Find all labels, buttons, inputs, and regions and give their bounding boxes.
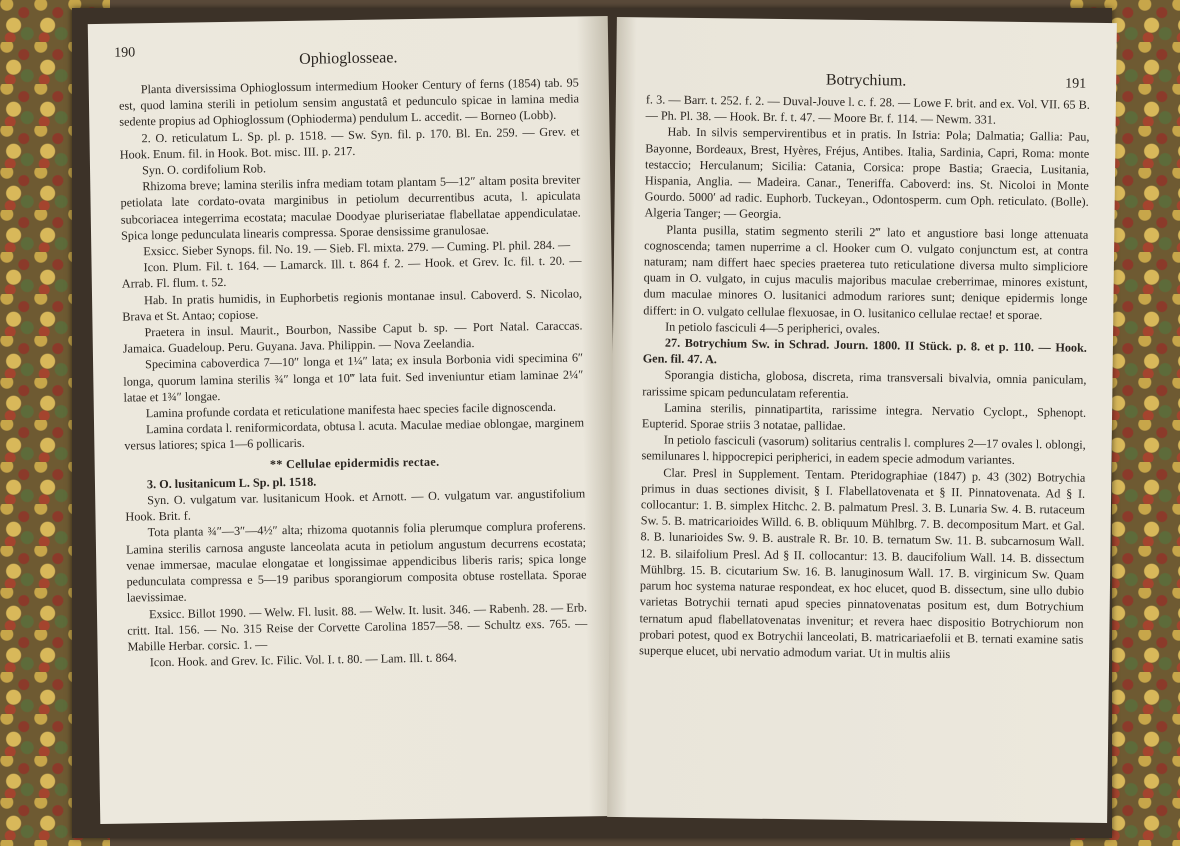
paragraph: In petiolo fasciculi (vasorum) solitarius centralis l. complures 2—17 ovales l. oblongi, semilunares l. hippocrepici peripherici, in eadem specie admodum variantes. — [641, 432, 1086, 468]
paragraph: Sporangia disticha, globosa, discreta, rima transversali bivalvia, omnia paniculam, rarissime spicam pedunculatam referentia. — [642, 368, 1087, 401]
paragraph: Specimina caboverdica 7—10″ longa et 1¼″ lata; ex insula Borbonia vidi specimina 6″ longa, quorum lamina sterilis ¾″ longa et 10‴ lata fuit. Sed inveniuntur etiam laminae 2¼″ latae et 1¾″ longae. — [123, 350, 584, 405]
paragraph: Praetera in insul. Maurit., Bourbon, Nassibe Caput b. sp. — Port Natal. Caraccas. Jamaica. Guadeloup. Peru. Guyana. Java. Philippin. — Nova Zeelandia. — [122, 318, 583, 356]
open-book — [72, 8, 1112, 838]
species-heading: 3. O. lusitanicum L. Sp. pl. 1518. — [146, 474, 317, 492]
paragraph: Planta pusilla, statim segmento sterili 2‴ lato et angustiore basi longe attenuata cognoscenda; tamen nuperrime a cl. Hooker cum O. vulgato conjunctum est, at contra naturam; nam differt haec species praeterea tuto reticulatione diversa multo simpliciore quam in O. vulgato, in cujus maculis majoribus maculae creberrimae, minores existunt, dum maculae minores O. lusitanici admodum rariores sunt; denique epidermis longe differt: in O. vulgato cellulae flexuosae, in O. lusitanico cellulae rectae! et sporae. — [643, 222, 1089, 322]
page-number: 191 — [1065, 76, 1087, 92]
paragraph: Planta diversissima Ophioglossum intermedium Hooker Century of ferns (1854) tab. 95 est, quod lamina sterili in petiolum sensim angustatâ et pedunculo spicae in lamina media sedente propius ad Ophioglossum (Ophioderma) pendulum L. accedit. — Borneo (Lobb). — [118, 75, 580, 130]
page-body — [119, 74, 588, 670]
paragraph: Lamina profunde cordata et reticulatione manifesta haec species facile dignoscenda. — [145, 399, 557, 421]
paragraph: In petiolo fasciculi 4—5 peripherici, ovales. — [665, 319, 881, 337]
page-body — [639, 91, 1090, 663]
running-title: Botrychium. — [825, 71, 907, 90]
paragraph: Clar. Presl in Supplement. Tentam. Pteridographiae (1847) p. 43 (302) Botrychia primus in duas sectiones divisit, § I. Flabellatovenata et § II. Pinnatovenata. Ad § I. collocantur: 1. B. simplex Hitchc. 2. B. palmatum Presl. 3. B. Lunaria Sw. 4. B. rutaceum Sw. 5. B. matricarioides Willd. 6. B. obliquum Mühlbrg. 7. B. decompositum Mart. et Gal. 8. B. lunarioides Sw. 9. B. australe R. Br. 10. B. ternatum Sw. 11. B. subcarnosum Wall. 12. B. silaifolium Presl. Ad § II. collocantur: 13. B. daucifolium Wall. 14. B. dissectum Mühlbrg. 15. B. cicutarium Sw. 16. B. lanuginosum Wall. 17. B. virginicum Sw. Quam parum hoc systema naturae respondeat, ex hoc elucet, quod B. dissectum, sine ullo dubio varietas Botrychii ternati apud species pinnatovenatas positum est, dum Botrychium ternatum apud flabellatovenatas invenitur; et revera haec dispositio Botrychiorum non probari potest, quod ex Botrychii lanceolati, B. matricariaefolii et B. ternati examine satis superque elucet, ubi nervatio admodum variat. Ut in multis aliis — [639, 465, 1086, 662]
paragraph: Rhizoma breve; lamina sterilis infra mediam totam plantam 5—12″ altam posita breviter petiolata late cordato-ovata marginibus in petiolum decurrentibus acuta, l. apiculata subcoriacea integerrima ecostata; maculae Doodyae pluriseriatae flabellatae appendiculatae. Spica longe pedunculata linearis compressa. Sporae densissime granulosae. — [120, 172, 581, 243]
paragraph: 2. O. reticulatum L. Sp. pl. p. 1518. — Sw. Syn. fil. p. 170. Bl. En. 259. — Grev. et Hook. Enum. fil. in Hook. Bot. misc. III. p. 217. — [119, 124, 580, 162]
paragraph: f. 3. — Barr. t. 252. f. 2. — Duval-Jouve l. c. f. 28. — Lowe F. brit. and ex. Vol. VII. 65 B. — Ph. Pl. 38. — Hook. Br. f. t. 47. — Moore Br. f. 114. — Newm. 331. — [645, 92, 1090, 127]
paragraph: Tota planta ¾″—3″—4½″ alta; rhizoma quotannis folia plerumque complura proferens. Lamina sterilis carnosa anguste lanceolata acuta in petiolum angustum decurrens ecostata; venae immersae, maculae elongatae et longissimae appendicibus liberis raris; spica longe pedunculata compressa e 5—19 paribus sporangiorum composita obtuse rostellata. Sporae laevissimae. — [125, 518, 587, 605]
paragraph: Icon. Hook. and Grev. Ic. Filic. Vol. I. t. 80. — Lam. Ill. t. 864. — [149, 650, 457, 670]
genus-heading: 27. Botrychium Sw. in Schrad. Journ. 1800. II Stück. p. 8. et p. 110. — Hook. Gen. fil. 47. A. — [642, 335, 1087, 367]
paragraph: Exsicc. Billot 1990. — Welw. Fl. lusit. 88. — Welw. It. lusit. 346. — Rabenh. 28. — Erb. critt. Ital. 156. — No. 315 Reise der Corvette Carolina 1857—58. — Schultz exs. 765. — Mabille Herbar. corsic. 1. — — [127, 599, 588, 654]
paragraph: Syn. O. vulgatum var. lusitanicum Hook. et Arnott. — O. vulgatum var. angustifolium Hook. Brit. f. — [125, 486, 586, 524]
paragraph: Exsicc. Sieber Synops. fil. No. 19. — Sieb. Fl. mixta. 279. — Cuming. Pl. phil. 284. — — [143, 237, 571, 259]
paragraph: Icon. Plum. Fil. t. 164. — Lamarck. Ill. t. 864 f. 2. — Hook. et Grev. Ic. fil. t. 20. — Arrab. Fl. flum. t. 52. — [121, 253, 582, 292]
running-title: Ophioglosseae. — [299, 49, 398, 68]
page-number: 190 — [114, 45, 136, 61]
left-page — [88, 16, 621, 824]
paragraph: Lamina sterilis, pinnatipartita, rarissime integra. Nervatio Cyclopt., Sphenopt. Eupterid. Sporae striis 3 notatae, pallidae. — [641, 400, 1087, 433]
paragraph: Hab. In silvis sempervirentibus et in pratis. In Istria: Pola; Dalmatia; Gallia: Pau, Bayonne, Bordeaux, Brest, Hyères, Fréjus, Antibes. Italia, Sardinia, Capri, Roma: monte testaccio; Herculanum; Sicilia: Catania, Corsica: prope Bastia; Graecia, Lusitania, Hispania, Anglia. — Madeira. Canar., Teneriffa. Caboverd: ins. St. Nicoloi in Monte Gourdo. 5000′ ad radic. Euphorb. Tuckeyan., Odontosperm. cum Oph. reticulato. (Bolle). Algeria Tanger; — Georgia. — [644, 125, 1090, 222]
section-heading: ** Cellulae epidermidis rectae. — [269, 454, 440, 471]
paragraph: Syn. O. cordifolium Rob. — [141, 161, 267, 178]
paragraph: Lamina cordata l. reniformicordata, obtusa l. acuta. Maculae mediae oblongae, marginem versus latiores; spica 1—6 pollicaris. — [124, 415, 585, 454]
right-page — [607, 17, 1117, 823]
paragraph: Hab. In pratis humidis, in Euphorbetis regionis montanae insul. Caboverd. S. Nicolao, Brava et St. Antao; copiose. — [122, 286, 583, 324]
